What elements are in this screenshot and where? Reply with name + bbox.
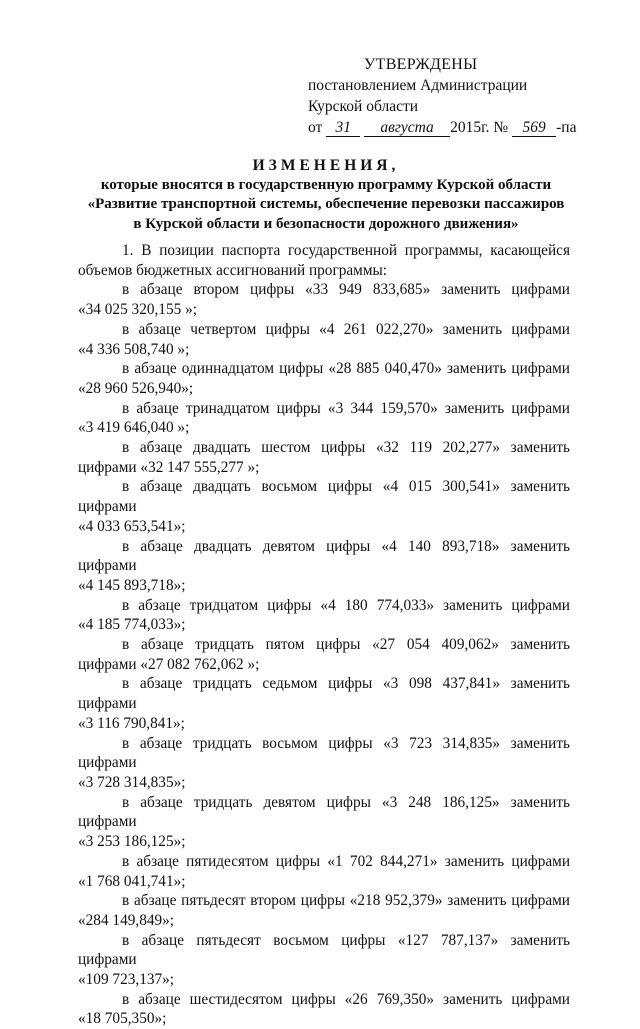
heading-line-1: которые вносятся в государственную программу Курской области bbox=[100, 176, 552, 193]
body-line: в абзаце двадцать девятом цифры «4 140 893,718» заменить цифрами bbox=[78, 537, 570, 575]
heading-title: ИЗМЕНЕНИЯ, bbox=[252, 157, 400, 174]
approval-title: УТВЕРЖДЕНЫ bbox=[364, 56, 478, 73]
document-heading bbox=[60, 156, 592, 234]
body-line: «18 705,350»; bbox=[78, 1010, 167, 1028]
body-line: в абзаце двадцать восьмом цифры «4 015 300,541» заменить цифрами bbox=[78, 478, 570, 516]
body-line: «4 185 774,033»; bbox=[78, 616, 186, 634]
body-line: «3 253 186,125»; bbox=[78, 833, 186, 851]
body-line: в абзаце пятьдесят втором цифры «218 952,379» заменить цифрами bbox=[122, 892, 570, 910]
body-line: в абзаце одиннадцатом цифры «28 885 040,470» заменить цифрами bbox=[122, 360, 570, 378]
body-line: в абзаце тридцать восьмом цифры «3 723 314,835» заменить цифрами bbox=[78, 734, 570, 772]
body-line: «109 723,137»; bbox=[78, 971, 175, 989]
body-line: «28 960 526,940»; bbox=[78, 379, 194, 397]
date-year: 2015г. № bbox=[450, 119, 509, 136]
date-prefix: от bbox=[308, 119, 323, 136]
body-line: «4 033 653,541»; bbox=[78, 517, 186, 535]
body-line: цифрами «27 082 762,062 »; bbox=[78, 655, 260, 673]
intro-line-1: 1. В позиции паспорта государственной программы, касающейся bbox=[122, 242, 570, 259]
body-line: «4 336 508,740 »; bbox=[78, 340, 190, 358]
body-line: в абзаце четвертом цифры «4 261 022,270» заменить цифрами bbox=[122, 320, 570, 338]
body-line: «3 116 790,841»; bbox=[78, 714, 185, 732]
body-line: «3 419 646,040 »; bbox=[78, 419, 190, 437]
body-line: «284 149,849»; bbox=[78, 911, 175, 929]
document-body bbox=[78, 241, 570, 1029]
body-line: «3 728 314,835»; bbox=[78, 773, 186, 791]
approval-line-1: постановлением Администрации bbox=[308, 77, 528, 94]
body-line: в абзаце тридцать пятом цифры «27 054 409,062» заменить bbox=[122, 636, 570, 654]
heading-line-2: «Развитие транспортной системы, обеспечение перевозки пассажиров bbox=[87, 196, 565, 212]
body-line: в абзаце пятидесятом цифры «1 702 844,271» заменить цифрами bbox=[122, 852, 570, 870]
body-line: в абзаце тридцатом цифры «4 180 774,033» заменить цифрами bbox=[122, 596, 570, 614]
body-line: «4 145 893,718»; bbox=[78, 576, 186, 594]
body-line: в абзаце шестидесятом цифры «26 769,350» заменить цифрами bbox=[122, 990, 570, 1008]
date-day: 31 bbox=[326, 119, 360, 137]
body-line: в абзаце тридцать девятом цифры «3 248 186,125» заменить цифрами bbox=[78, 793, 570, 831]
date-month: августа bbox=[364, 119, 450, 137]
approval-date-line bbox=[308, 117, 576, 138]
body-line: цифрами «32 147 555,277 »; bbox=[78, 458, 260, 476]
number-suffix: -па bbox=[556, 119, 577, 136]
body-line: в абзаце втором цифры «33 949 833,685» заменить цифрами bbox=[122, 281, 570, 299]
approval-block bbox=[308, 54, 576, 138]
intro-line-2: объемов бюджетных ассигнований программы: bbox=[78, 261, 388, 279]
body-line: в абзаце двадцать шестом цифры «32 119 202,277» заменить bbox=[122, 439, 570, 457]
document-number: 569 bbox=[512, 119, 556, 137]
heading-line-3: в Курской области и безопасности дорожного движения» bbox=[133, 215, 519, 232]
body-line: в абзаце тридцать седьмом цифры «3 098 437,841» заменить цифрами bbox=[78, 675, 570, 713]
body-line: «34 025 320,155 »; bbox=[78, 301, 197, 319]
approval-line-2: Курской области bbox=[308, 98, 419, 115]
body-line: в абзаце тринадцатом цифры «3 344 159,570» заменить цифрами bbox=[122, 399, 570, 417]
body-line: в абзаце пятьдесят восьмом цифры «127 787,137» заменить цифрами bbox=[78, 931, 570, 969]
body-line: «1 768 041,741»; bbox=[78, 872, 186, 890]
